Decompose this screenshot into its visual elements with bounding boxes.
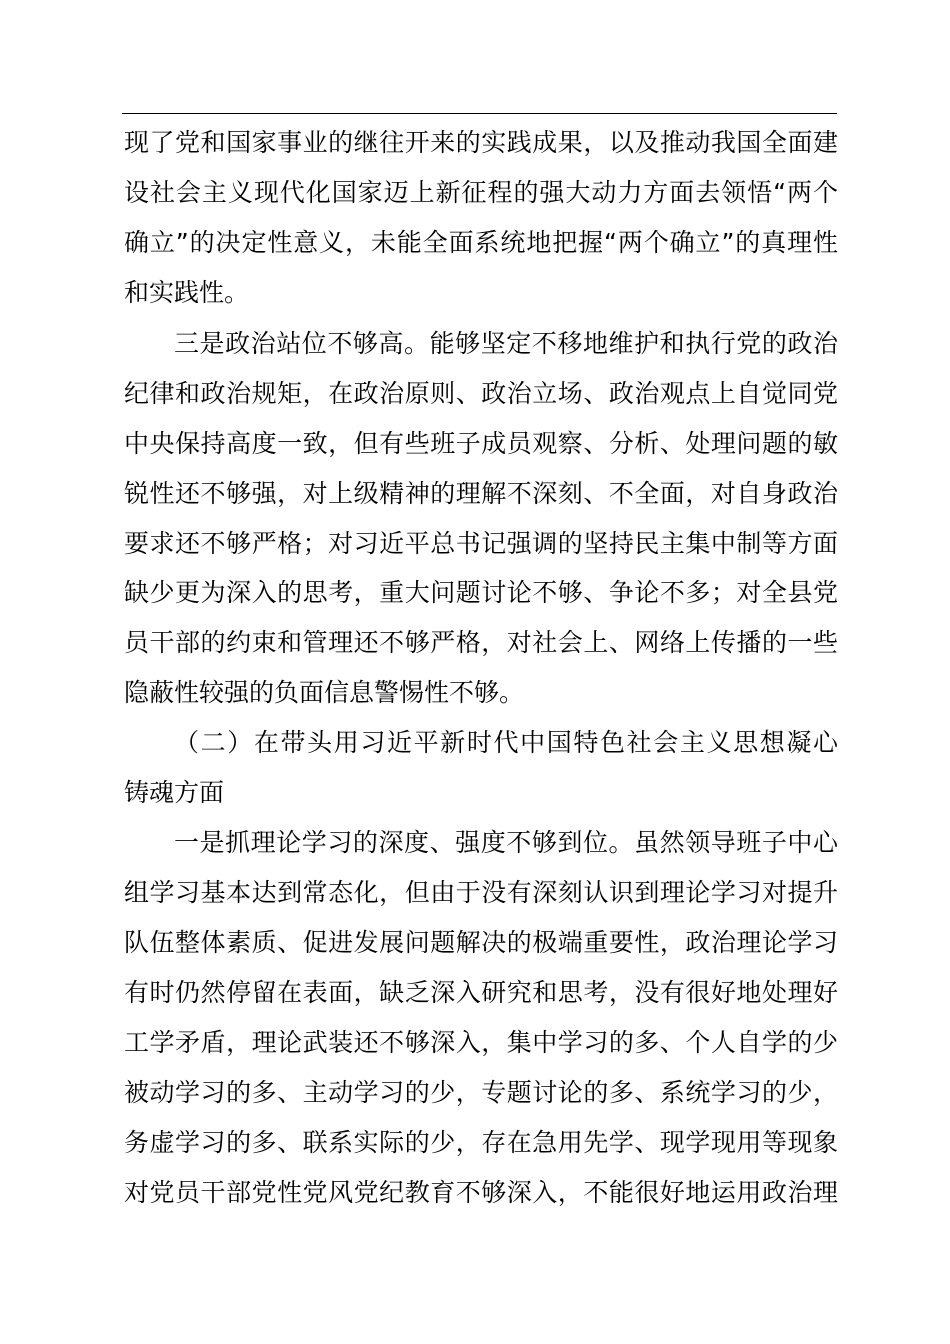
text-line: 中央保持高度一致，但有些班子成员观察、分析、处理问题的敏: [124, 429, 838, 458]
text-line: 和实践性。: [124, 278, 250, 307]
text-line: 设社会主义现代化国家迈上新征程的强大动力方面去领悟“两个: [124, 178, 838, 207]
section-heading: （二）在带头用习近平新时代中国特色社会主义思想凝心: [174, 728, 838, 757]
paragraph-first-line: 三是政治站位不够高。能够坚定不移地维护和执行党的政治: [174, 329, 838, 358]
text-line: 缺少更为深入的思考，重大问题讨论不够、争论不多；对全县党: [124, 578, 838, 607]
section-heading-continued: 铸魂方面: [124, 778, 225, 807]
text-line: 员干部的约束和管理还不够严格，对社会上、网络上传播的一些: [124, 628, 838, 657]
text-line: 组学习基本达到常态化，但由于没有深刻认识到理论学习对提升: [124, 878, 838, 907]
text-line: 锐性还不够强，对上级精神的理解不深刻、不全面，对自身政治: [124, 479, 838, 508]
text-line: 有时仍然停留在表面，缺乏深入研究和思考，没有很好地处理好: [124, 978, 838, 1007]
text-line: 务虚学习的多、联系实际的少，存在急用先学、现学现用等现象: [124, 1128, 838, 1157]
text-line: 确立”的决定性意义，未能全面系统地把握“两个确立”的真理性: [124, 228, 838, 257]
text-line: 要求还不够严格；对习近平总书记强调的坚持民主集中制等方面: [124, 529, 838, 558]
text-line: 对党员干部党性党风党纪教育不够深入，不能很好地运用政治理: [124, 1178, 838, 1207]
text-line: 现了党和国家事业的继往开来的实践成果，以及推动我国全面建: [124, 128, 838, 157]
text-line: 工学矛盾，理论武装还不够深入，集中学习的多、个人自学的少: [124, 1028, 838, 1057]
text-line: 被动学习的多、主动学习的少，专题讨论的多、系统学习的少，: [124, 1078, 838, 1107]
paragraph-first-line: 一是抓理论学习的深度、强度不够到位。虽然领导班子中心: [174, 828, 838, 857]
text-line: 队伍整体素质、促进发展问题解决的极端重要性，政治理论学习: [124, 928, 838, 957]
text-line: 纪律和政治规矩，在政治原则、政治立场、政治观点上自觉同党: [124, 379, 838, 408]
text-line: 隐蔽性较强的负面信息警惕性不够。: [124, 678, 525, 707]
header-rule: [122, 113, 837, 114]
